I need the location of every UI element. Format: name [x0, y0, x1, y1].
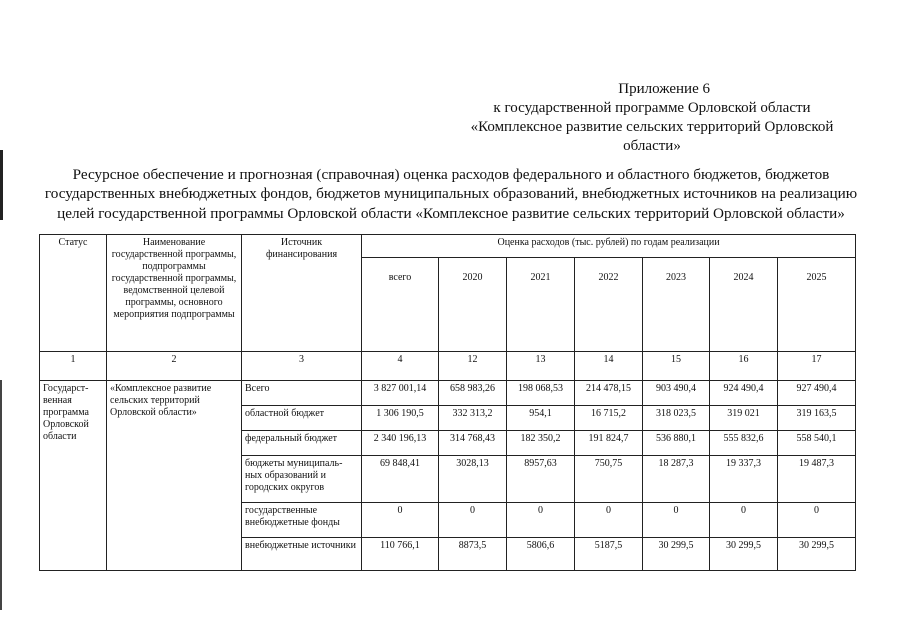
header-year: 2024 [710, 258, 778, 352]
value-cell: 5187,5 [575, 538, 643, 571]
program-name-cell: «Комплексное развитие сельских территорий Орловской области» [107, 381, 242, 571]
header-year: 2022 [575, 258, 643, 352]
value-cell: 0 [710, 503, 778, 538]
appendix-header [462, 80, 842, 156]
value-cell: 319 163,5 [778, 406, 856, 431]
header-program-name: Наименование государственной программы, подпрограммы государственной программы, ведомственной целевой программы, основного мероприятия подпрограммы [107, 235, 242, 352]
value-cell: 19 487,3 [778, 456, 856, 503]
column-number: 13 [507, 352, 575, 381]
scan-edge-mark [0, 380, 2, 610]
scan-edge-mark [0, 150, 3, 220]
value-cell: 0 [362, 503, 439, 538]
value-cell: 536 880,1 [643, 431, 710, 456]
document-title-line: Ресурсное обеспечение и прогнозная (справочная) оценка расходов федерального и областного бюджетов, бюджетов [72, 166, 830, 183]
column-number: 14 [575, 352, 643, 381]
value-cell: 3 827 001,14 [362, 381, 439, 406]
table-row [40, 381, 856, 406]
value-cell: 314 768,43 [439, 431, 507, 456]
value-cell: 19 337,3 [710, 456, 778, 503]
value-cell: 750,75 [575, 456, 643, 503]
resource-table [39, 234, 856, 571]
column-number: 12 [439, 352, 507, 381]
value-cell: 8957,63 [507, 456, 575, 503]
value-cell: 0 [575, 503, 643, 538]
value-cell: 8873,5 [439, 538, 507, 571]
appendix-number: Приложение 6 [618, 81, 710, 97]
value-cell: 214 478,15 [575, 381, 643, 406]
value-cell: 5806,6 [507, 538, 575, 571]
header-year: 2025 [778, 258, 856, 352]
table-header-row [40, 235, 856, 258]
source-cell: областной бюджет [242, 406, 362, 431]
column-number: 15 [643, 352, 710, 381]
value-cell: 16 715,2 [575, 406, 643, 431]
column-number: 2 [107, 352, 242, 381]
document-title-line: государственных внебюджетных фондов, бюджетов муниципальных образований, внебюджетных источников на реализацию [44, 185, 858, 203]
header-year: всего [362, 258, 439, 352]
value-cell: 0 [439, 503, 507, 538]
value-cell: 0 [507, 503, 575, 538]
value-cell: 30 299,5 [778, 538, 856, 571]
value-cell: 318 023,5 [643, 406, 710, 431]
document-title-line: целей государственной программы Орловской области «Комплексное развитие сельских территорий Орловской области» [57, 204, 845, 222]
value-cell: 558 540,1 [778, 431, 856, 456]
appendix-reference: к государственной программе Орловской области [493, 100, 811, 116]
value-cell: 319 021 [710, 406, 778, 431]
appendix-program-name: «Комплексное развитие сельских территорий Орловской области» [470, 119, 834, 154]
value-cell: 927 490,4 [778, 381, 856, 406]
value-cell: 2 340 196,13 [362, 431, 439, 456]
value-cell: 332 313,2 [439, 406, 507, 431]
value-cell: 903 490,4 [643, 381, 710, 406]
source-cell: государственные внебюджетные фонды [242, 503, 362, 538]
document-title [40, 165, 862, 223]
header-expense-estimate: Оценка расходов (тыс. рублей) по годам реализации [362, 235, 856, 258]
header-year: 2020 [439, 258, 507, 352]
value-cell: 954,1 [507, 406, 575, 431]
column-number-row [40, 352, 856, 381]
value-cell: 555 832,6 [710, 431, 778, 456]
column-number: 16 [710, 352, 778, 381]
source-cell: Всего [242, 381, 362, 406]
value-cell: 924 490,4 [710, 381, 778, 406]
value-cell: 0 [778, 503, 856, 538]
value-cell: 110 766,1 [362, 538, 439, 571]
value-cell: 30 299,5 [643, 538, 710, 571]
value-cell: 198 068,53 [507, 381, 575, 406]
source-cell: внебюджетные источники [242, 538, 362, 571]
value-cell: 182 350,2 [507, 431, 575, 456]
header-year: 2023 [643, 258, 710, 352]
value-cell: 3028,13 [439, 456, 507, 503]
header-year: 2021 [507, 258, 575, 352]
column-number: 4 [362, 352, 439, 381]
value-cell: 191 824,7 [575, 431, 643, 456]
column-number: 3 [242, 352, 362, 381]
source-cell: федеральный бюджет [242, 431, 362, 456]
header-status: Статус [40, 235, 107, 352]
source-cell: бюджеты муниципаль-ных образований и городских округов [242, 456, 362, 503]
header-financing-source: Источник финансирования [242, 235, 362, 352]
value-cell: 18 287,3 [643, 456, 710, 503]
value-cell: 658 983,26 [439, 381, 507, 406]
value-cell: 0 [643, 503, 710, 538]
value-cell: 30 299,5 [710, 538, 778, 571]
value-cell: 1 306 190,5 [362, 406, 439, 431]
column-number: 17 [778, 352, 856, 381]
value-cell: 69 848,41 [362, 456, 439, 503]
column-number: 1 [40, 352, 107, 381]
status-cell: Государст-венная программа Орловской области [40, 381, 107, 571]
